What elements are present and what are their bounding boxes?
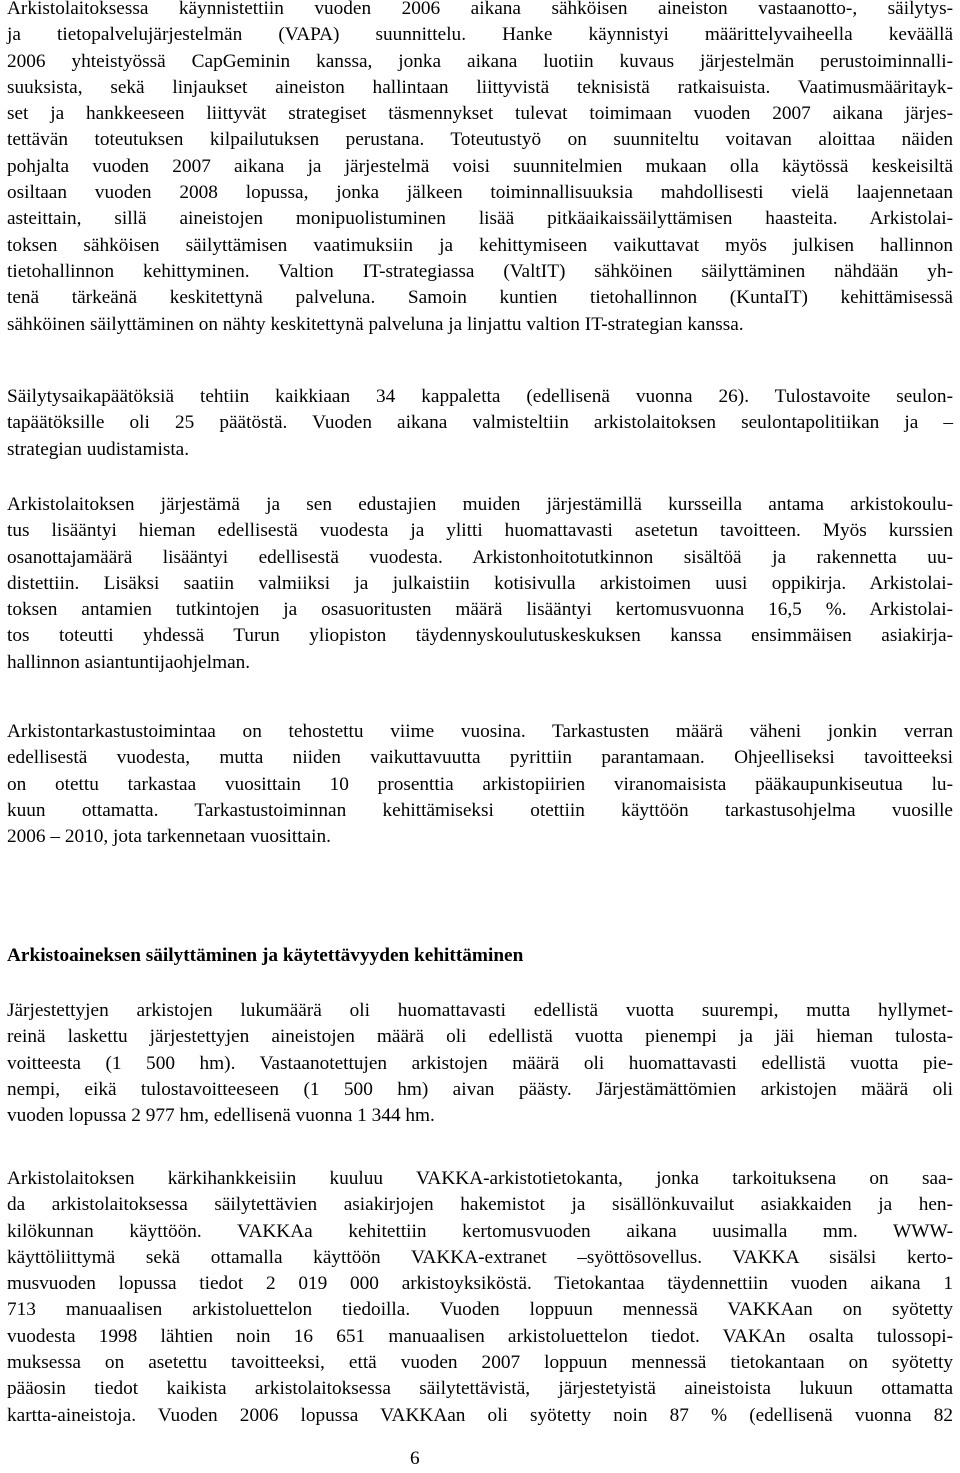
text-line: toksen antamien tutkintojen ja osasuoritusten määrä lisääntyi kertomusvuonna 16,5 %. Arkistolai-	[7, 599, 953, 621]
text-line: tapäätöksille oli 25 päätöstä. Vuoden aikana valmisteltiin arkistolaitoksen seulontapolitiikan ja –	[7, 412, 953, 434]
text-line: Arkistolaitoksen kärkihankkeisiin kuuluu VAKKA-arkistotietokanta, jonka tarkoituksena on saa-	[7, 1168, 953, 1189]
text-line: toksen sähköisen säilyttämisen vaatimuksiin ja kehittymiseen vaikuttavat myös julkisen hallinnon	[7, 234, 953, 256]
text-line: tus lisääntyi hieman edellisestä vuodesta ja ylitti huomattavasti asetetun tavoitteen. Myös kurssien	[7, 520, 953, 542]
text-line: 713 manuaalisen arkistoluettelon tiedoilla. Vuoden loppuun mennessä VAKKAan on syötetty	[7, 1299, 953, 1321]
text-line: hallinnon asiantuntijaohjelman.	[7, 651, 251, 673]
text-line: kilökunnan käyttöön. VAKKAa kehitettiin kertomusvuoden aikana uusimalla mm. WWW-	[7, 1220, 953, 1242]
text-line: on otettu tarkastaa vuosittain 10 prosenttia arkistopiirien viranomaisista pääkaupunkiseutua lu-	[7, 773, 953, 795]
paragraph-retention-decisions	[7, 384, 953, 463]
text-line: kuun ottamatta. Tarkastustoiminnan kehittämiseksi otettiin käyttöön tarkastusohjelma vuosille	[7, 799, 953, 821]
text-line: reinä laskettu järjestettyjen aineistojen määrä oli edellistä vuotta pienempi ja jäi hieman tulosta-	[7, 1026, 953, 1048]
paragraph-arranged-archives	[7, 998, 953, 1129]
text-line: pääosin tiedot kaikista arkistolaitoksessa säilytettävistä, järjestetyistä aineistoista lukuun ottamatta	[7, 1378, 953, 1400]
text-line: edellisestä vuodesta, mutta niiden vaikuttavuutta pyrittiin parantamaan. Ohjeelliseksi tavoitteeksi	[7, 747, 953, 769]
text-line: tos toteutti yhdessä Turun yliopiston täydennyskoulutuskeskuksen kanssa ensimmäisen asiakirja-	[7, 625, 953, 647]
text-line: tietohallinnon kehittyminen. Valtion IT-strategiassa (ValtIT) sähköinen säilyttäminen nähdään yh-	[7, 260, 953, 282]
text-line: Arkistolaitoksen järjestämä ja sen edustajien muiden järjestämillä kursseilla antama arkistokoulu-	[7, 494, 953, 515]
text-line: nempi, eikä tulostavoitteeseen (1 500 hm) aivan päästy. Järjestämättömien arkistojen määrä oli	[7, 1078, 953, 1100]
section-heading: Arkistoaineksen säilyttäminen ja käytettävyyden kehittäminen	[7, 945, 524, 966]
text-line: Säilytysaikapäätöksiä tehtiin kaikkiaan 34 kappaletta (edellisenä vuonna 26). Tulostavoite seulon-	[7, 386, 953, 407]
text-line: suuksista, sekä linjaukset aineiston hallintaan liittyvistä teknisistä ratkaisuista. Vaatimusmääritayk-	[7, 76, 953, 98]
paragraph-training	[7, 492, 953, 676]
text-line: Arkistontarkastustoimintaa on tehostettu viime vuosina. Tarkastusten määrä väheni jonkin verran	[7, 721, 953, 742]
page-number: 6	[410, 1448, 420, 1469]
text-line: asteittain, sillä aineistojen monipuolistuminen lisää pitkäaikaissäilyttämisen haasteita. Arkistolai-	[7, 208, 953, 230]
text-line: tenä tärkeänä keskitettynä palveluna. Samoin kuntien tietohallinnon (KuntaIT) kehittämisessä	[7, 287, 953, 309]
text-line: strategian uudistamista.	[7, 438, 190, 460]
text-line: tettävän toteutuksen kilpailutuksen perustana. Toteutustyö on suunniteltu voitavan aloittaa näiden	[7, 129, 953, 151]
text-line: da arkistolaitoksessa säilytettävien asiakirjojen hakemistot ja sisällönkuvailut asiakkaiden ja hen-	[7, 1194, 953, 1216]
text-line: musvuoden lopussa tiedot 2 019 000 arkistoyksiköstä. Tietokantaa täydennettiin vuoden aikana 1	[7, 1273, 953, 1295]
text-line: käyttöliittymä sekä ottamalla käyttöön VAKKA-extranet –syöttösovellus. VAKKA sisälsi kerto-	[7, 1246, 953, 1268]
text-line: 2006 – 2010, jota tarkennetaan vuosittain.	[7, 826, 331, 848]
text-line: sähköinen säilyttäminen on nähty keskitettynä palveluna ja linjattu valtion IT-strategian kanssa.	[7, 313, 744, 335]
text-line: Järjestettyjen arkistojen lukumäärä oli huomattavasti edellistä vuotta suurempi, mutta hyllymet-	[7, 1000, 953, 1021]
text-line: Arkistolaitoksessa käynnistettiin vuoden 2006 aikana sähköisen aineiston vastaanotto-, säilytys-	[7, 0, 953, 19]
text-line: pohjalta vuoden 2007 aikana ja järjestelmä voisi suunnitelmien mukaan olla käytössä keskeisiltä	[7, 155, 953, 177]
text-line: osanottajamäärä lisääntyi edellisestä vuodesta. Arkistonhoitotutkinnon sisältöä ja rakennetta uu-	[7, 546, 953, 568]
paragraph-inspection	[7, 719, 953, 850]
text-line: voitteesta (1 500 hm). Vastaanotettujen arkistojen määrä oli huomattavasti edellistä vuotta pie-	[7, 1052, 953, 1074]
text-line: vuoden lopussa 2 977 hm, edellisenä vuonna 1 344 hm.	[7, 1105, 435, 1127]
text-line: distettiin. Lisäksi saatiin valmiiksi ja julkaistiin kotisivulla arkistoimen uusi oppikirja. Arkistolai-	[7, 572, 953, 594]
text-line: muksessa on asetettu tavoitteeksi, että vuoden 2007 loppuun mennessä tietokantaan on syötetty	[7, 1352, 953, 1374]
text-line: osiltaan vuoden 2008 lopussa, jonka jälkeen toiminnallisuuksia mahdollisesti vielä laajennetaan	[7, 182, 953, 204]
text-line: ja tietopalvelujärjestelmän (VAPA) suunnittelu. Hanke käynnistyi määrittelyvaiheella keväällä	[7, 24, 953, 46]
text-line: set ja hankkeeseen liittyvät strategiset täsmennykset tulevat toimimaan vuoden 2007 aikana järjes-	[7, 103, 953, 125]
text-line: vuodesta 1998 lähtien noin 16 651 manuaalisen arkistoluettelon tiedot. VAKAn osalta tulossopi-	[7, 1325, 953, 1347]
text-line: 2006 yhteistyössä CapGeminin kanssa, jonka aikana luotiin kuvaus järjestelmän perustoiminnalli-	[7, 50, 953, 72]
text-line: kartta-aineistoja. Vuoden 2006 lopussa VAKKAan oli syötetty noin 87 % (edellisenä vuonna 82	[7, 1404, 953, 1426]
paragraph-vakka	[7, 1166, 953, 1429]
paragraph-vapa	[7, 0, 953, 338]
